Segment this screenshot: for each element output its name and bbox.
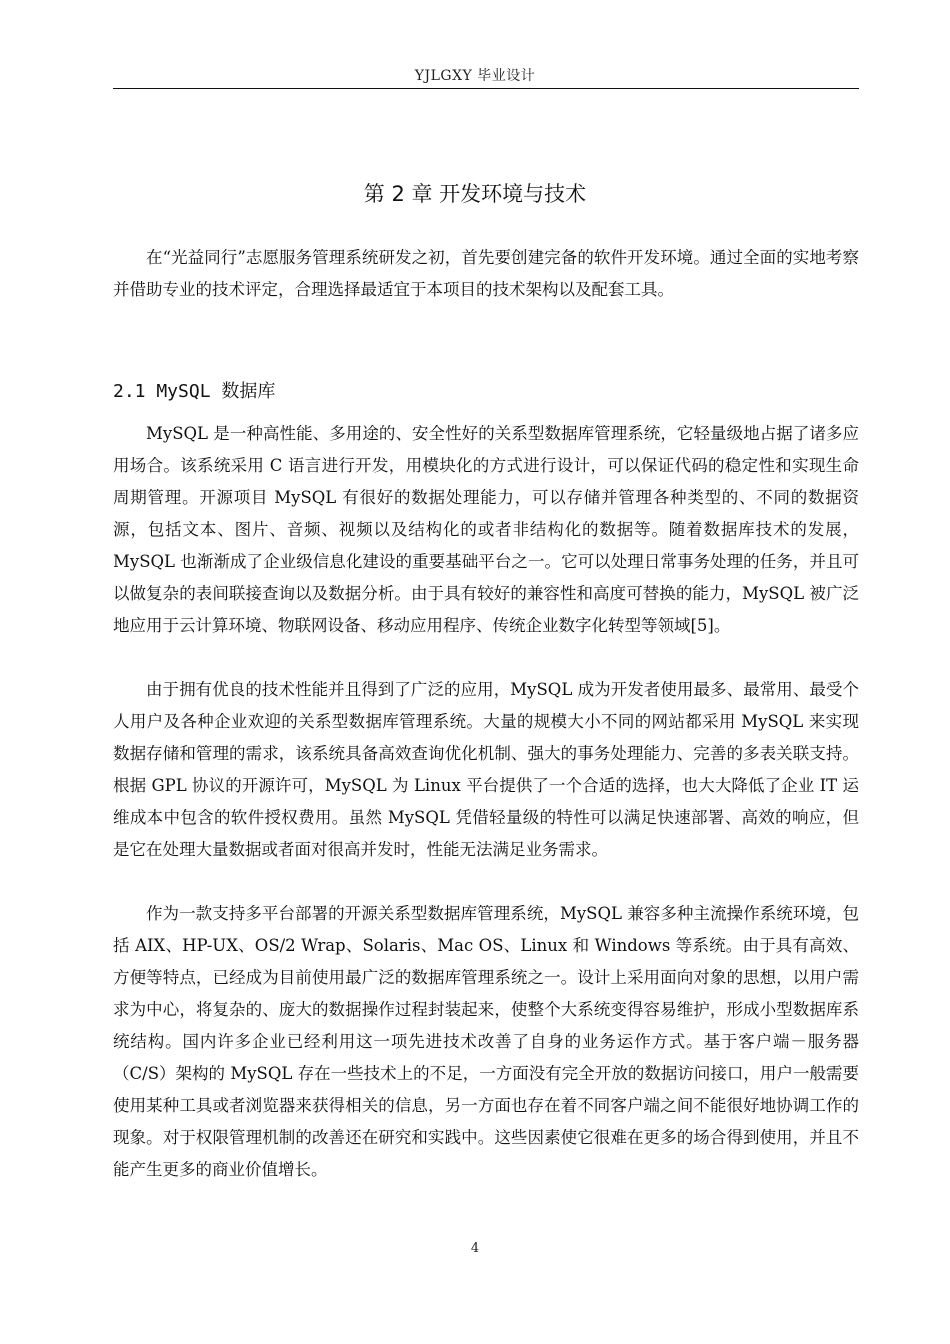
- running-header: YJLGXY 毕业设计: [414, 68, 536, 84]
- intro-paragraph: 在“光益同行”志愿服务管理系统研发之初，首先要创建完备的软件开发环境。通过全面的实地考察并借助专业的技术评定，合理选择最适宜于本项目的技术架构以及配套工具。: [113, 248, 859, 299]
- chapter-title: 第 2 章 开发环境与技术: [363, 182, 587, 206]
- section-paragraph-2: 由于拥有优良的技术性能并且得到了广泛的应用，MySQL 成为开发者使用最多、最常用、最受个人用户及各种企业欢迎的关系型数据库管理系统。大量的规模大小不同的网站都采用 MySQL 来实现数据存储和管理的需求，该系统具备高效查询优化机制、强大的事务处理能力、完善的多表关联支持。根据 GPL 协议的开源许可，MySQL 为 Linux 平台提供了一个合适的选择，也大大降低了企业 IT 运维成本中包含的软件授权费用。虽然 MySQL 凭借轻量级的特性可以满足快速部署、高效的响应，但是它在处理大量数据或者面对很高并发时，性能无法满足业务需求。: [113, 680, 859, 859]
- page-number: 4: [470, 1241, 480, 1256]
- section-paragraph-1: MySQL 是一种高性能、多用途的、安全性好的关系型数据库管理系统，它轻量级地占据了诸多应用场合。该系统采用 C 语言进行开发，用模块化的方式进行设计，可以保证代码的稳定性和实现生命周期管理。开源项目 MySQL 有很好的数据处理能力，可以存储并管理各种类型的、不同的数据资源，包括文本、图片、音频、视频以及结构化的或者非结构化的数据等。随着数据库技术的发展，MySQL 也渐渐成了企业级信息化建设的重要基础平台之一。它可以处理日常事务处理的任务，并且可以做复杂的表间联接查询以及数据分析。由于具有较好的兼容性和高度可替换的能力，MySQL 被广泛地应用于云计算环境、物联网设备、移动应用程序、传统企业数字化转型等领域[5]。: [113, 424, 859, 635]
- section-paragraph-3: 作为一款支持多平台部署的开源关系型数据库管理系统，MySQL 兼容多种主流操作系统环境，包括 AIX、HP-UX、OS/2 Wrap、Solaris、Mac OS、Linux 和 Windows 等系统。由于具有高效、方便等特点，已经成为目前使用最广泛的数据库管理系统之一。设计上采用面向对象的思想，以用户需求为中心，将复杂的、庞大的数据操作过程封装起来，使整个大系统变得容易维护，形成小型数据库系统结构。国内许多企业已经利用这一项先进技术改善了自身的业务运作方式。基于客户端－服务器（C/S）架构的 MySQL 存在一些技术上的不足，一方面没有完全开放的数据访问接口，用户一般需要使用某种工具或者浏览器来获得相关的信息，另一方面也存在着不同客户端之间不能很好地协调工作的现象。对于权限管理机制的改善还在研究和实践中。这些因素使它很难在更多的场合得到使用，并且不能产生更多的商业价值增长。: [113, 904, 859, 1179]
- header-rule: [113, 88, 859, 89]
- section-title: 2.1 MySQL 数据库: [113, 381, 276, 402]
